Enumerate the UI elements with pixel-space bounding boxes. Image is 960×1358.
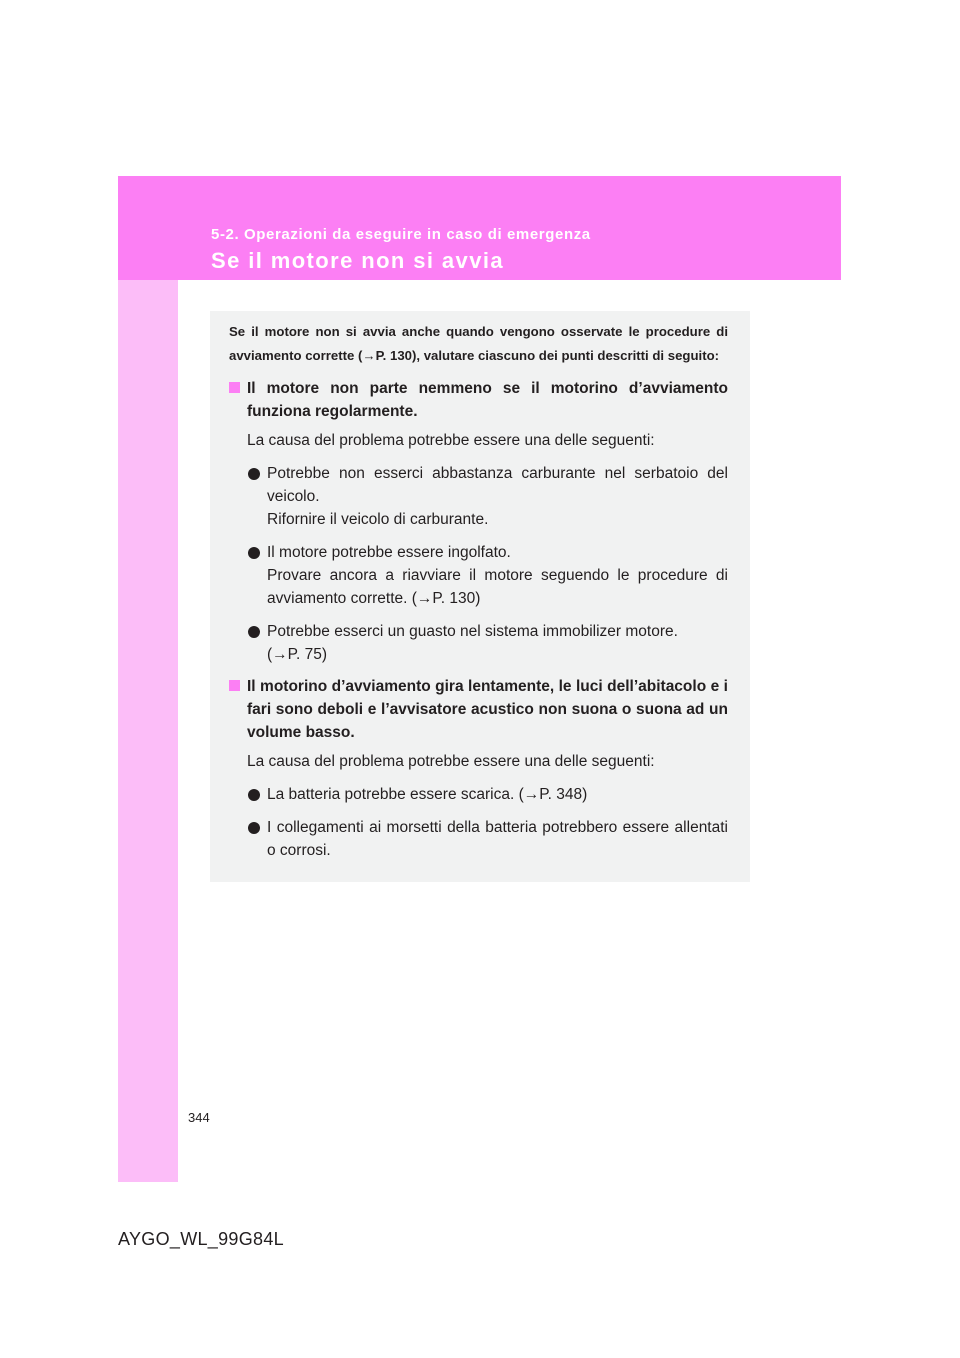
list-item [229,620,728,666]
section-heading [229,675,728,744]
list-item-text: (→P. 75) [267,646,328,663]
cause-text: La causa del problema potrebbe essere una delle seguenti: [247,432,655,449]
circle-bullet-icon [248,789,260,801]
cause-text: La causa del problema potrebbe essere una delle seguenti: [247,753,655,770]
section-label: 5-2. Operazioni da eseguire in caso di emergenza [211,226,591,243]
circle-bullet-icon [248,547,260,559]
footer-code: AYGO_WL_99G84L [118,1229,284,1249]
page-title: Se il motore non si avvia [211,248,504,273]
list-item [229,783,728,806]
circle-bullet-icon [248,822,260,834]
list-item-text: Provare ancora a riavviare il motore seguendo le procedure di avviamento corrette. (→P. 130) [267,567,728,607]
section-heading-text: Il motorino d’avviamento gira lentamente, le luci dell’abitacolo e i fari sono deboli e l’avvisatore acustico non suona o suona ad un volume basso. [247,678,728,741]
list-item-text: La batteria potrebbe essere scarica. (→P. 348) [267,786,588,803]
square-bullet-icon [229,382,240,393]
list-item-text: Il motore potrebbe essere ingolfato. [267,544,511,561]
content-box [210,311,750,882]
list-item-text: Potrebbe non esserci abbastanza carburante nel serbatoio del veicolo. [267,465,728,505]
list-item [229,816,728,862]
list-item-text: Potrebbe esserci un guasto nel sistema immobilizer motore. [267,623,678,640]
square-bullet-icon [229,680,240,691]
list-item [229,541,728,610]
list-item-text: I collegamenti ai morsetti della batteria potrebbero essere allentati o corrosi. [267,819,728,859]
page-number: 344 [188,1110,210,1125]
section-heading-text: Il motore non parte nemmeno se il motorino d’avviamento funziona regolarmente. [247,380,728,420]
intro-text: Se il motore non si avvia anche quando vengono osservate le procedure di avviamento corrette (→P. 130), valutare ciascuno dei punti descritti di seguito: [229,324,728,363]
section-heading [229,377,728,423]
circle-bullet-icon [248,626,260,638]
list-item [229,462,728,531]
circle-bullet-icon [248,468,260,480]
page-header [118,176,841,280]
side-band [118,176,178,1182]
list-item-text: Rifornire il veicolo di carburante. [267,511,489,528]
